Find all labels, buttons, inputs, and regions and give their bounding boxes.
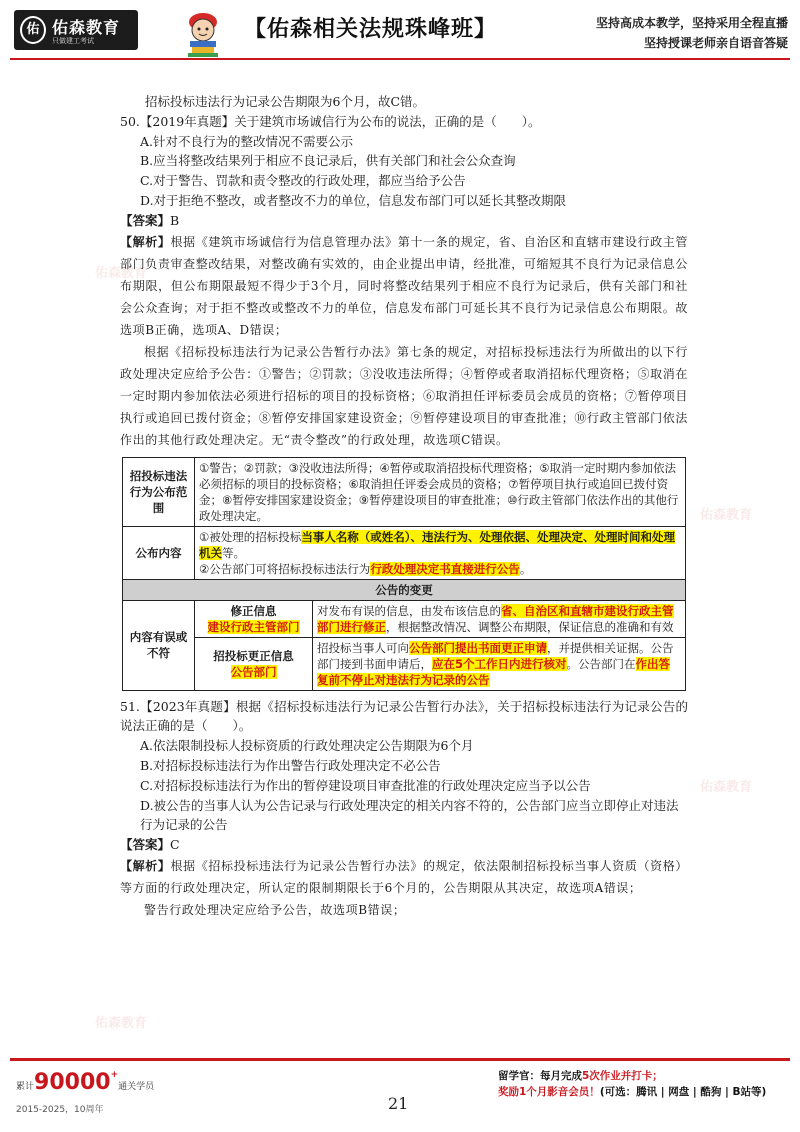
table-cell: 内容有误或不符 — [123, 600, 195, 690]
highlighted-text: 省、自治区和直辖市建设行政主管部门进行修正 — [317, 603, 674, 634]
table-row — [123, 600, 686, 637]
anniversary-text: 2015-2025，10周年 — [16, 1105, 104, 1115]
highlighted-text: 作出答复前不停止对违法行为记录的公告 — [317, 656, 671, 687]
question-50-option-a: A.针对不良行为的整改情况不需要公示 — [140, 133, 354, 149]
question-50-option-b: B.应当将整改结果列于相应不良记录后，供有关部门和社会公众查询 — [140, 153, 516, 169]
question-50-stem: 50.【2019年真题】关于建筑市场诚信行为公布的说法，正确的是（ ）。 — [120, 113, 541, 129]
brand-logo — [14, 10, 138, 50]
table-cell: 修正信息 建设行政主管部门 — [195, 600, 313, 637]
watermark: 佑森教育 — [95, 1016, 148, 1031]
watermark: 佑森教育 — [700, 780, 753, 795]
table-cell: ①警告；②罚款；③没收违法所得；④暂停或取消招投标代理资格；⑤取消一定时期内参加依法必须招标的项目的投标资格；⑥取消担任评委会成员的资格；⑦暂停项目执行或追回已拨付资金；⑧暂停安排国家建设资金；⑨暂停建设项目的审查批准；⑩行政主管部门依法作出的其他行政处理决定。 — [195, 457, 686, 526]
table-cell: 招投标违法行为公布范围 — [123, 457, 195, 526]
student-count: 90000 — [34, 1070, 111, 1095]
highlighted-text: 应在5个工作日内进行核对 — [432, 656, 567, 671]
header-divider — [10, 58, 790, 60]
question-51-option-b: B.对招标投标违法行为作出警告行政处理决定不必公告 — [140, 757, 441, 773]
question-50-option-d: D.对于拒绝不整改，或者整改不力的单位，信息发布部门可以延长其整改期限 — [140, 192, 567, 208]
table-row — [123, 579, 686, 600]
table-cell: 招投标当事人可向公告部门提出书面更正申请，并提供相关证据。公告部门接到书面申请后，应在5个工作日内进行核对。公告部门在作出答复前不停止对违法行为记录的公告 — [313, 637, 686, 690]
table-row — [123, 637, 686, 690]
mascot-icon — [178, 6, 228, 58]
slogan-line-2: 坚持授课老师亲自语音答疑 — [643, 36, 788, 50]
table-cell: ①被处理的招标投标当事人名称（或姓名）、违法行为、处理依据、处理决定、处理时间和处理机关等。 ②公告部门可将招标投标违法行为行政处理决定书直接进行公告。 — [195, 526, 686, 579]
question-51-analysis-2: 警告行政处理决定应给予公告，故选项B错误； — [144, 902, 406, 917]
summary-table — [122, 457, 686, 691]
question-51-option-d: D.被公告的当事人认为公告记录与行政处理决定的相关内容不符的，公告部门应当立即停止对违法行为记录的公告 — [140, 797, 679, 833]
question-50-analysis: 【解析】根据《建筑市场诚信行为信息管理办法》第十一条的规定，省、自治区和直辖市建设行政主管部门负责审查整改结果，对整改确有实效的，由企业提出申请，经批准，可缩短其不良行为记录信息公布期限，但公布期限最短不得少于3个月，同时将整改结果列于相应不良行为记录后，供有关部门和社会公众查询；对于拒不整改或整改不力的单位，信息发布部门可延长其不良行为记录信息公布期限。故选项B正确，选项A、D错误； — [120, 234, 688, 337]
question-50-answer: 【答案】B — [120, 212, 180, 228]
table-cell: 对发布有误的信息，由发布该信息的省、自治区和直辖市建设行政主管部门进行修正，根据整改情况、调整公布期限，保证信息的准确和有效 — [313, 600, 686, 637]
intro-line: 招标投标违法行为记录公告期限为6个月，故C错。 — [145, 94, 426, 109]
footer-stats: 累计90000+通关学员 2015-2025，10周年 — [16, 1070, 155, 1115]
logo-tagline: 只做建工考试 — [52, 37, 94, 45]
highlighted-text: 公告部门提出书面更正申请 — [409, 640, 547, 655]
page-title: 【佑森相关法规珠峰班】 — [244, 17, 498, 42]
question-50-option-c: C.对于警告、罚款和责令整改的行政处理，都应当给予公告 — [140, 173, 466, 189]
table-row — [123, 457, 686, 526]
page-number: 21 — [388, 1094, 409, 1113]
slogan-line-1: 坚持高成本教学，坚持采用全程直播 — [595, 16, 788, 30]
footer-divider — [10, 1058, 790, 1061]
question-50-analysis-2: 根据《招标投标违法行为记录公告暂行办法》第七条的规定，对招标投标违法行为所做出的以下行政处理决定应给予公告：①警告；②罚款；③没收违法所得；④暂停或者取消招标代理资格；⑤取消在一定时期内参加依法必须进行招标的项目的投标资格；⑥取消担任评标委员会成员的资格；⑦暂停项目执行或追回已拨付资金；⑧暂停安排国家建设资金；⑨暂停建设项目的审查批准；⑩行政主管部门依法作出的其他行政处理决定。无“责令整改”的行政处理，故选项C错误。 — [120, 344, 688, 447]
watermark: 佑森教育 — [95, 266, 148, 281]
document-body — [120, 92, 688, 921]
logo-mark-icon: 佑 — [20, 16, 46, 44]
table-cell: 招投标更正信息 公告部门 — [195, 637, 313, 690]
question-51-option-c: C.对招标投标违法行为作出的暂停建设项目审查批准的行政处理决定应当予以公告 — [140, 777, 591, 793]
question-51-option-a: A.依法限制投标人投标资质的行政处理决定公告期限为6个月 — [140, 738, 474, 754]
watermark: 佑森教育 — [700, 508, 753, 523]
question-51-answer: 【答案】C — [120, 837, 180, 853]
highlighted-text: 当事人名称（或姓名）、违法行为、处理依据、处理决定、处理时间和处理机关 — [199, 529, 676, 560]
table-section-header: 公告的变更 — [123, 579, 686, 600]
footer-promo: 留学官：每月完成5次作业并打卡； 奖励1个月影音会员！(可选：腾讯 | 网盘 | 酷狗 | B站等) — [498, 1070, 767, 1098]
page-header — [0, 0, 800, 62]
question-51-analysis: 【解析】根据《招标投标违法行为记录公告暂行办法》的规定，依法限制招标投标当事人资质（资格）等方面的行政处理决定，所认定的限制期限长于6个月的，公告期限从其决定，故选项A错误； — [120, 858, 688, 895]
question-51-stem: 51.【2023年真题】根据《招标投标违法行为记录公告暂行办法》，关于招标投标违法行为记录公告的说法正确的是（ ）。 — [120, 698, 688, 734]
highlighted-text: 行政处理决定书直接进行公告 — [370, 561, 520, 576]
table-row — [123, 526, 686, 579]
logo-name: 佑森教育 — [52, 18, 121, 37]
table-cell: 公布内容 — [123, 526, 195, 579]
